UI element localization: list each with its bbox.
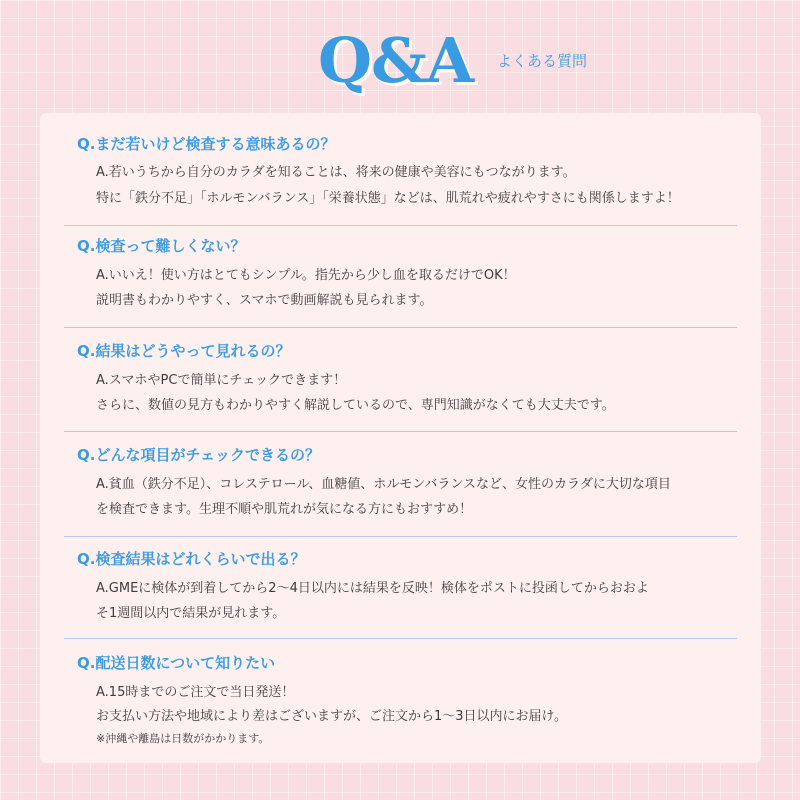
faq-item [64, 341, 737, 432]
faq-answer-line: A.スマホやPCで簡単にチェックできます！ [96, 373, 347, 388]
faq-question: Q.まだ若いけど検査する意味あるの？ [77, 135, 336, 153]
faq-answer-line: A.15時までのご注文で当日発送！ [96, 685, 295, 700]
page-subtitle: よくある質問 [497, 52, 588, 70]
faq-question: Q.配送日数について知りたい [77, 654, 276, 672]
faq-question: Q.検査結果はどれくらいで出る？ [77, 550, 306, 568]
faq-answer-line: A.GMEに検体が到着してから2～4日以内には結果を反映！検体をポストに投函してからおおよ [96, 581, 649, 596]
faq-answer-line: さらに、数値の見方もわかりやすく解説しているので、専門知識がなくても大丈夫です。 [96, 398, 615, 413]
faq-question: Q.どんな項目がチェックできるの？ [77, 446, 321, 464]
faq-answer-line: そ1週間以内で結果が見れます。 [96, 606, 286, 621]
faq-answer-line: を検査できます。生理不順や肌荒れが気になる方にもおすすめ！ [96, 502, 473, 517]
faq-card [40, 113, 761, 763]
faq-answer-line: 特に「鉄分不足」「ホルモンバランス」「栄養状態」などは、肌荒れや疲れやすさにも関係しますよ！ [96, 191, 680, 206]
faq-note: ※沖縄や離島は日数がかかります。 [96, 732, 270, 745]
faq-item [64, 236, 737, 328]
header [0, 22, 800, 102]
faq-question: Q.検査って難しくない？ [77, 237, 246, 255]
faq-answer-line: お支払い方法や地域により差はございますが、ご注文から1～3日以内にお届け。 [96, 709, 568, 724]
faq-item [64, 134, 737, 226]
faq-answer-line: A.いいえ！使い方はとてもシンプル。指先から少し血を取るだけでOK！ [96, 268, 516, 283]
faq-question: Q.結果はどうやって見れるの？ [77, 342, 291, 360]
faq-answer-line: A.貧血（鉄分不足）、コレステロール、血糖値、ホルモンバランスなど、女性のカラダに大切な項目 [96, 477, 671, 492]
faq-answer-line: 説明書もわかりやすく、スマホで動画解説も見られます。 [96, 293, 433, 308]
faq-answer-line: A.若いうちから自分のカラダを知ることは、将来の健康や美容にもつながります。 [96, 165, 576, 180]
page-title: Q&A [318, 24, 474, 97]
faq-item [64, 549, 737, 639]
faq-item [64, 653, 737, 753]
faq-item [64, 445, 737, 537]
